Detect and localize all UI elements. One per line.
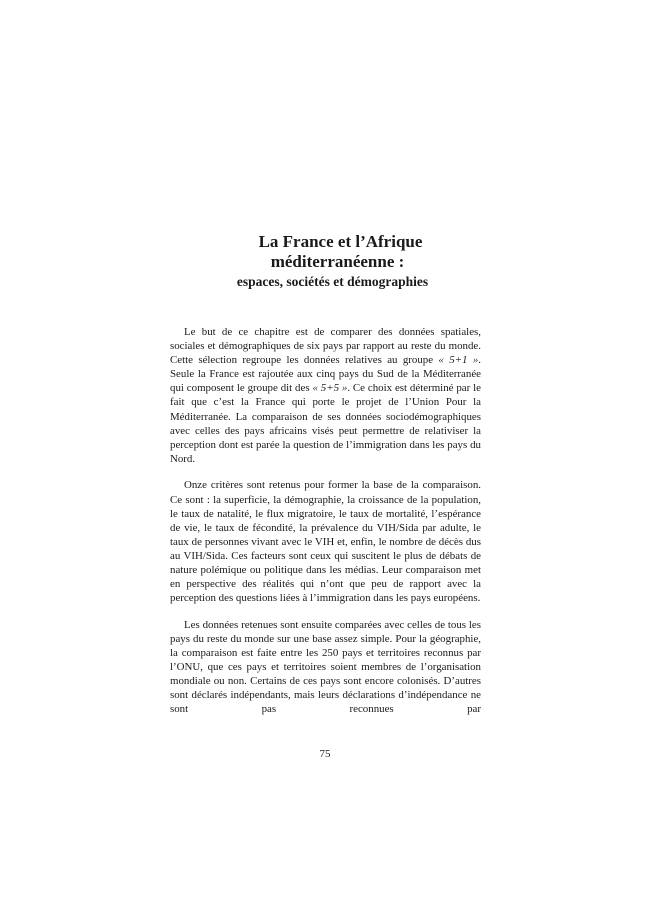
chapter-title-block [170,232,495,291]
paragraph-1 [170,325,481,466]
page-number [0,748,650,760]
paragraph-1-part-5: . Ce choix est déterminé par le fait que c’est la France qui porte le projet de l’Union Pour la Méditerranée. La comparaison de ses données sociodémographiques avec celles des pays africains visés peut permettre de relativiser la perception dont est parée la question de l’immigration dans les pays du Nord. [170,382,481,465]
paragraph-3: Les données retenues sont ensuite comparées avec celles de tous les pays du reste du monde sur une base assez simple. Pour la géographie, la comparaison est faite entre les 250 pays et territoires reconnus par l’ONU, que ces pays et territoires soient membres de l’organisation mondiale ou non. Certains de ces pays sont encore colonisés. D’autres sont déclarés indépendants, mais leurs déclarations d’indépendance ne sont pas reconnues par [170,618,481,716]
chapter-subtitle: espaces, sociétés et démographies [236,274,429,289]
paragraph-1-part-1: Le but de ce chapitre est de comparer des données spatiales, sociales et démographiques de six pays par rapport au reste du monde. Cette sélection regroupe les données relatives au groupe [170,326,481,367]
paragraph-1-part-3: . Seule la France est rajoutée aux cinq pays du Sud de la Méditerranée qui composent le groupe dit des [170,354,481,395]
paragraph-2: Onze critères sont retenus pour former la base de la comparaison. Ce sont : la superficie, la démographie, la croissance de la population, le taux de natalité, le flux migratoire, le taux de mortalité, l’espérance de vie, le taux de fécondité, la prévalence du VIH/Sida par adulte, le taux de personnes vivant avec le VIH et, enfin, le nombre de décès dus au VIH/Sida. Ces facteurs sont ceux qui suscitent le plus de débats de nature polémique ou politique dans les médias. Leur comparaison met en perspective des réalités qui n’ont que peu de rapport avec la perception des questions liées à l’immigration dans les pays européens. [170,479,481,605]
chapter-title-line1: La France et l’Afrique [258,232,423,251]
page-number-text: 75 [319,748,331,760]
paragraph-1-group-5plus1: « 5+1 » [438,354,479,367]
chapter-title-line2: méditerranéenne : [270,252,405,271]
paragraph-1-group-5plus5: « 5+5 » [312,382,348,395]
chapter-body [170,325,481,716]
